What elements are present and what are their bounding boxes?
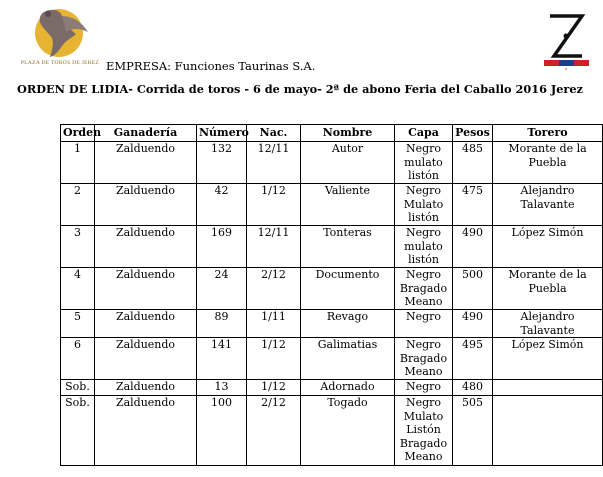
col-header-torero: Torero — [493, 125, 603, 142]
cell-orden: Sob. — [61, 396, 95, 466]
cell-nac: 2/12 — [247, 268, 301, 310]
col-header-pesos: Pesos — [453, 125, 493, 142]
cell-orden: 4 — [61, 268, 95, 310]
table-row — [61, 338, 603, 380]
cell-nombre: Autor — [301, 142, 395, 184]
col-header-capa: Capa — [395, 125, 453, 142]
capa-line: Negro — [405, 396, 442, 409]
table-row — [61, 142, 603, 184]
capa-line: Bragado — [399, 351, 448, 365]
flag-blue-stripe — [559, 60, 574, 66]
cell-orden: 5 — [61, 310, 95, 338]
capa-line: Negro — [405, 184, 442, 197]
cell-capa — [395, 184, 453, 226]
cell-numero: 13 — [197, 380, 247, 396]
cell-nac: 1/12 — [247, 184, 301, 226]
cell-ganaderia: Zalduendo — [95, 310, 197, 338]
table-row — [61, 226, 603, 268]
cell-numero: 141 — [197, 338, 247, 380]
cell-nac: 12/11 — [247, 142, 301, 184]
capa-line: Meano — [404, 295, 443, 308]
flag-red-stripe — [544, 60, 559, 66]
cell-torero — [493, 396, 603, 466]
cell-orden: 3 — [61, 226, 95, 268]
capa-line: Meano — [404, 450, 443, 463]
cell-capa — [395, 226, 453, 268]
cell-orden: Sob. — [61, 380, 95, 396]
col-header-nac: Nac. — [247, 125, 301, 142]
capa-line: Bragado — [399, 436, 448, 450]
cell-nac: 1/11 — [247, 310, 301, 338]
cell-ganaderia: Zalduendo — [95, 396, 197, 466]
cell-nac: 12/11 — [247, 226, 301, 268]
cell-torero: López Simón — [493, 338, 603, 380]
page-title: ORDEN DE LIDIA- Corrida de toros - 6 de mayo- 2ª de abono Feria del Caballo 2016 Jerez — [17, 82, 583, 96]
capa-line: Mulato — [403, 197, 444, 211]
cell-torero: López Simón — [493, 226, 603, 268]
cell-numero: 169 — [197, 226, 247, 268]
table-row — [61, 310, 603, 338]
cell-torero: Morante de la Puebla — [493, 268, 603, 310]
empresa-label: EMPRESA: Funciones Taurinas S.A. — [106, 59, 316, 73]
cell-orden: 6 — [61, 338, 95, 380]
cell-nombre: Documento — [301, 268, 395, 310]
col-header-numero: Número — [197, 125, 247, 142]
cell-ganaderia: Zalduendo — [95, 380, 197, 396]
cell-numero: 132 — [197, 142, 247, 184]
cell-numero: 42 — [197, 184, 247, 226]
cell-nombre: Valiente — [301, 184, 395, 226]
cell-torero: Alejandro Talavante — [493, 184, 603, 226]
cell-pesos: 480 — [453, 380, 493, 396]
cell-ganaderia: Zalduendo — [95, 184, 197, 226]
plaza-logo-text: PLAZA DE TOROS DE JEREZ — [20, 60, 100, 66]
col-header-nombre: Nombre — [301, 125, 395, 142]
z-brand-icon — [542, 10, 590, 70]
cell-nombre: Adornado — [301, 380, 395, 396]
cell-nac: 1/12 — [247, 380, 301, 396]
capa-line: Mulato — [403, 409, 444, 423]
cell-pesos: 490 — [453, 310, 493, 338]
cell-nombre: Togado — [301, 396, 395, 466]
cell-numero: 24 — [197, 268, 247, 310]
capa-line: Negro — [405, 142, 442, 155]
col-header-orden: Orden — [61, 125, 95, 142]
cell-capa — [395, 268, 453, 310]
table-row — [61, 268, 603, 310]
cell-capa — [395, 142, 453, 184]
cell-torero: Morante de la Puebla — [493, 142, 603, 184]
capa-line: listón — [408, 169, 439, 182]
cell-nac: 1/12 — [247, 338, 301, 380]
cell-pesos: 485 — [453, 142, 493, 184]
flag-red-stripe-2 — [574, 60, 589, 66]
cell-pesos: 495 — [453, 338, 493, 380]
cell-capa — [395, 338, 453, 380]
cell-capa — [395, 310, 453, 338]
cell-ganaderia: Zalduendo — [95, 338, 197, 380]
cell-torero — [493, 380, 603, 396]
capa-line: Bragado — [399, 281, 448, 295]
cell-numero: 100 — [197, 396, 247, 466]
table-row — [61, 184, 603, 226]
cell-torero: Alejandro Talavante — [493, 310, 603, 338]
cell-capa — [395, 380, 453, 396]
capa-line: listón — [408, 253, 439, 266]
table-row — [61, 380, 603, 396]
cell-ganaderia: Zalduendo — [95, 268, 197, 310]
table-row — [61, 396, 603, 466]
capa-line: Listón — [406, 423, 441, 436]
bullfighter-logo-icon — [14, 2, 104, 60]
brand-logo — [542, 10, 590, 70]
cell-nombre: Tonteras — [301, 226, 395, 268]
capa-line: Negro — [405, 338, 442, 351]
cell-pesos: 505 — [453, 396, 493, 466]
cell-pesos: 475 — [453, 184, 493, 226]
cell-orden: 2 — [61, 184, 95, 226]
table-header-row — [61, 125, 603, 142]
cell-ganaderia: Zalduendo — [95, 226, 197, 268]
orden-de-lidia-table — [60, 124, 603, 466]
capa-line: Negro — [405, 310, 442, 323]
col-header-ganaderia: Ganadería — [95, 125, 197, 142]
capa-line: mulato — [404, 239, 443, 253]
capa-line: mulato — [404, 155, 443, 169]
cell-ganaderia: Zalduendo — [95, 142, 197, 184]
cell-numero: 89 — [197, 310, 247, 338]
capa-line: Negro — [405, 380, 442, 393]
cell-capa — [395, 396, 453, 466]
cell-pesos: 500 — [453, 268, 493, 310]
capa-line: Negro — [405, 268, 442, 281]
cell-nac: 2/12 — [247, 396, 301, 466]
cell-orden: 1 — [61, 142, 95, 184]
cell-nombre: Galimatias — [301, 338, 395, 380]
capa-line: Meano — [404, 365, 443, 378]
brand-letter: Z — [565, 67, 567, 71]
cell-pesos: 490 — [453, 226, 493, 268]
capa-line: Negro — [405, 226, 442, 239]
cell-nombre: Revago — [301, 310, 395, 338]
capa-line: listón — [408, 211, 439, 224]
plaza-de-toros-logo — [14, 2, 104, 70]
